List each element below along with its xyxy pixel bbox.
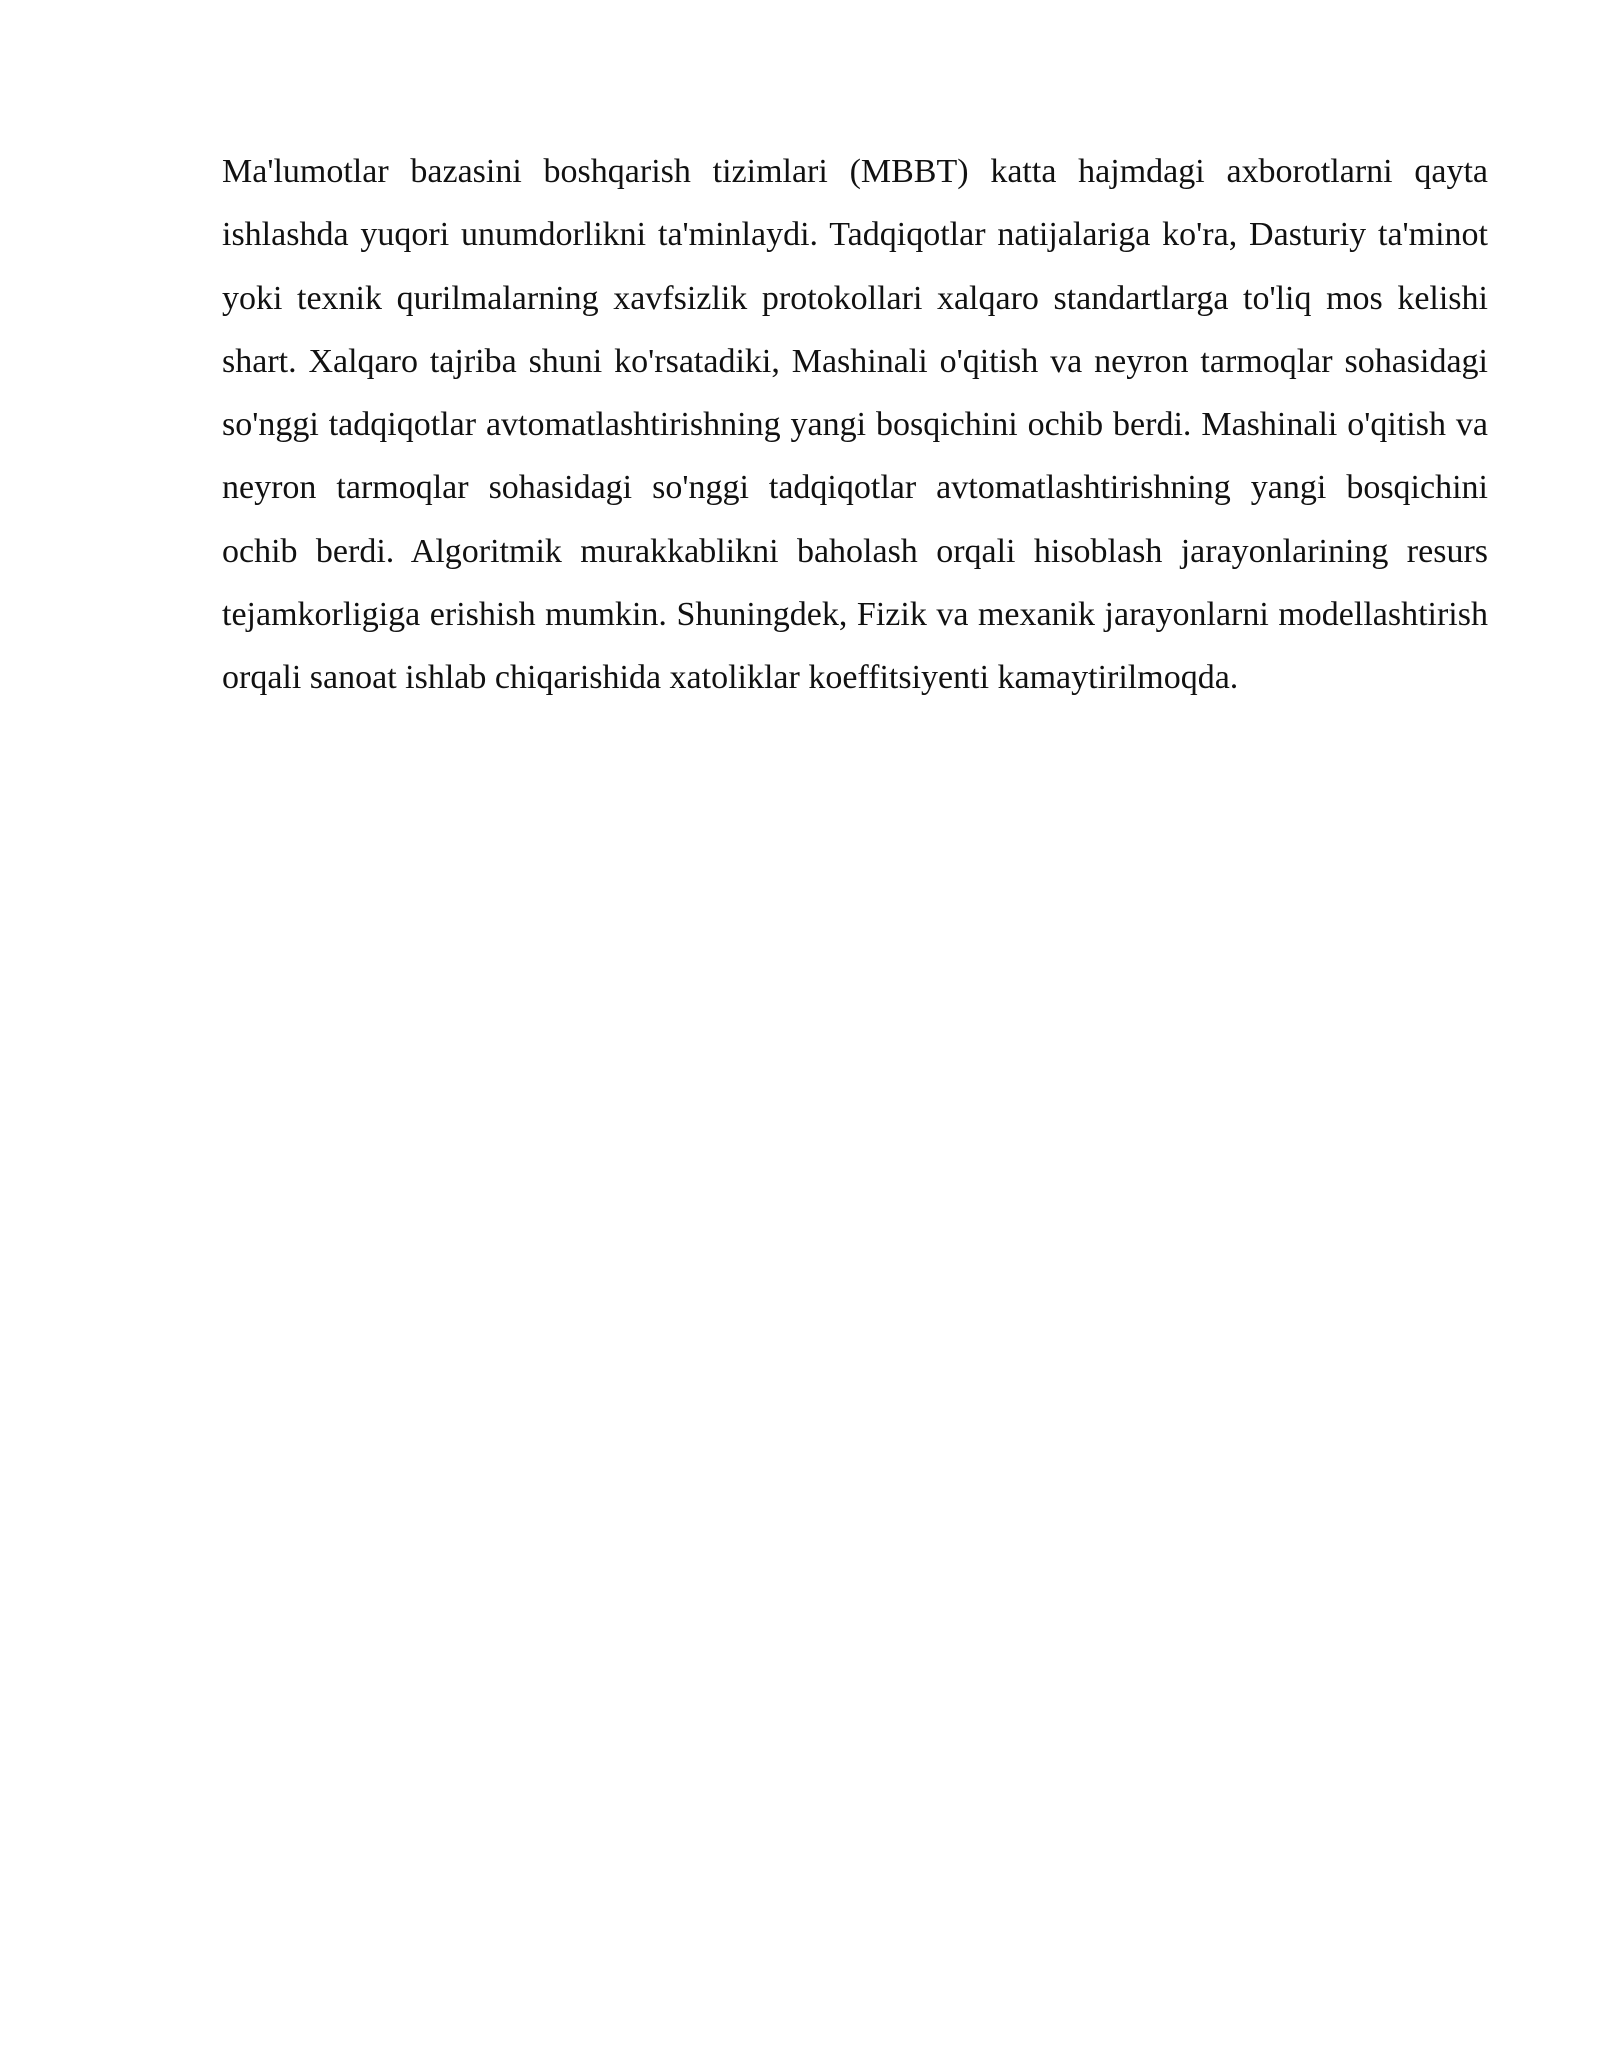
body-paragraph: Ma'lumotlar bazasini boshqarish tizimlari (MBBT) katta hajmdagi axborotlarni qayta ishlashda yuqori unumdorlikni ta'minlaydi. Tadqiqotlar natijalariga ko'ra, Dasturiy ta'minot yoki texnik qurilmalarning xavfsizlik protokollari xalqaro standartlarga to'liq mos kelishi shart. Xalqaro tajriba shuni ko'rsatadiki, Mashinali o'qitish va neyron tarmoqlar sohasidagi so'nggi tadqiqotlar avtomatlashtirishning yangi bosqichini ochib berdi. Mashinali o'qitish va neyron tarmoqlar sohasidagi so'nggi tadqiqotlar avtomatlashtirishning yangi bosqichini ochib berdi. Algoritmik murakkablikni baholash orqali hisoblash jarayonlarining resurs tejamkorligiga erishish mumkin. Shuningdek, Fizik va mexanik jarayonlarni modellashtirish orqali sanoat ishlab chiqarishida xatoliklar koeffitsiyenti kamaytirilmoqda. bbox=[222, 153, 1488, 697]
